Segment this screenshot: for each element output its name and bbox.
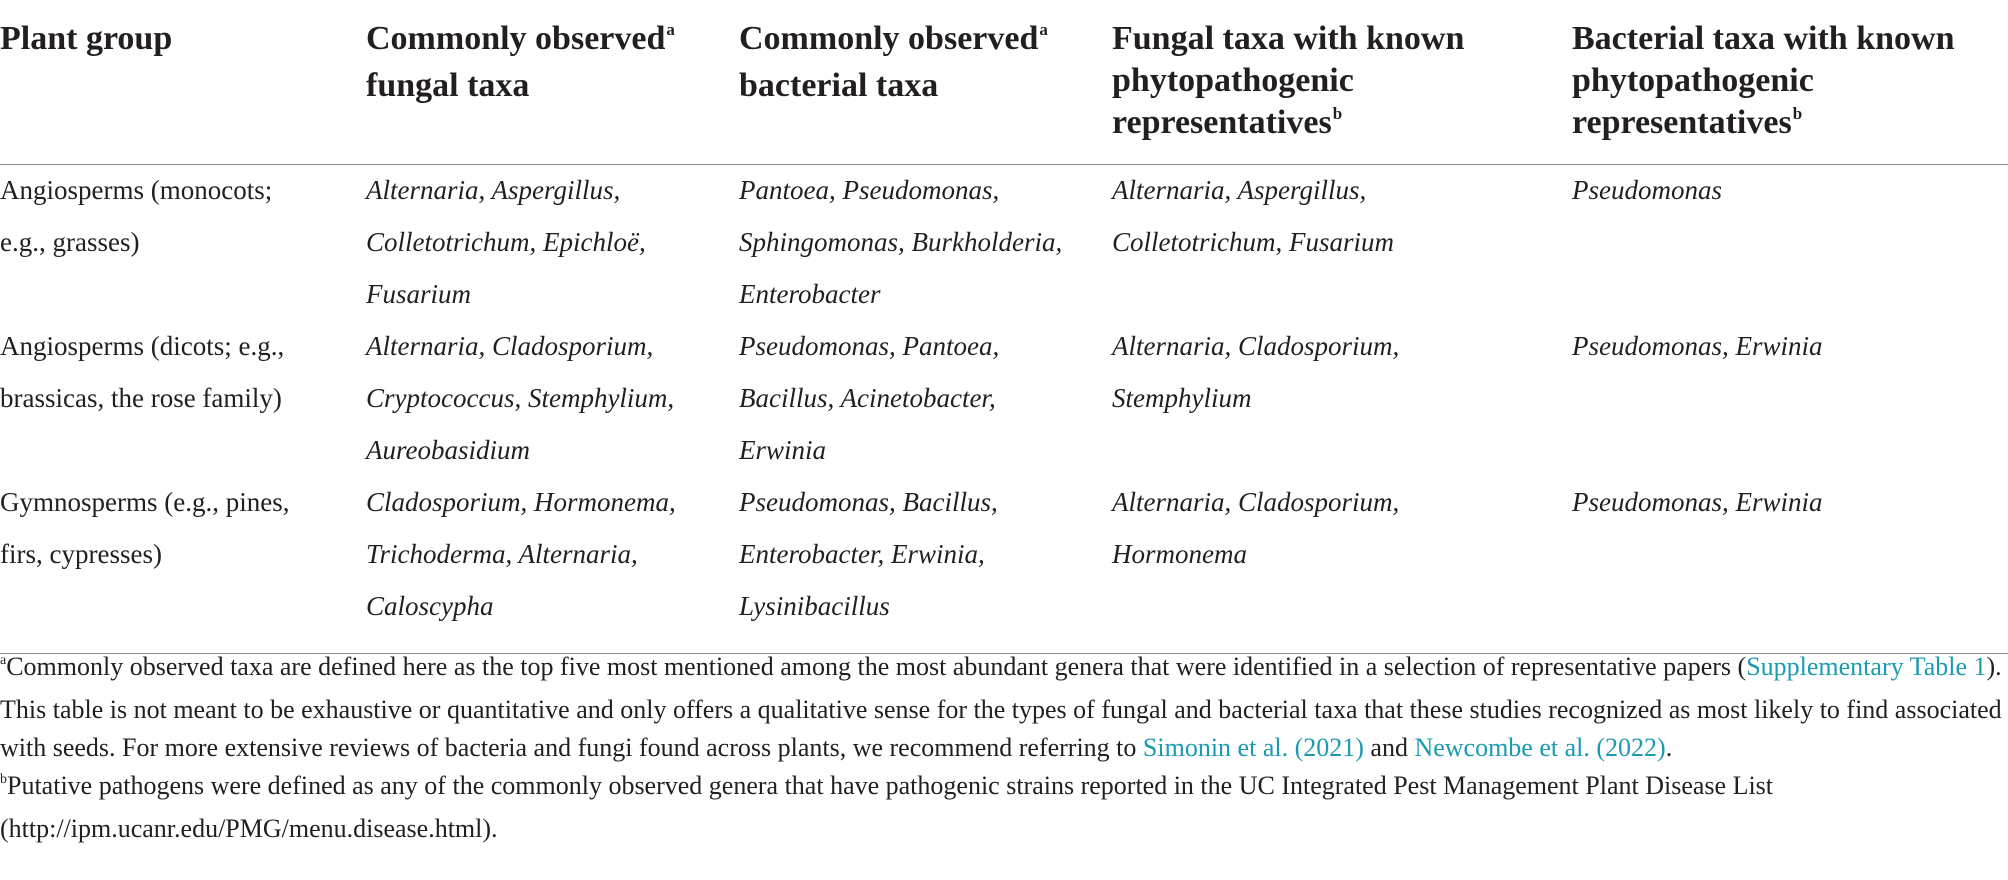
cell-line: Alternaria, Cladosporium, [366, 331, 654, 361]
header-common-fungal [366, 18, 675, 107]
header-text-line2: phytopathogenic [1112, 62, 1354, 99]
header-bacterial-pathogens [1572, 18, 1955, 149]
cell-plant-group [0, 164, 272, 268]
cell-line: Enterobacter, Erwinia, [739, 539, 985, 569]
footnote-marker: a [666, 20, 675, 39]
footnote-marker: a [0, 653, 7, 668]
footnote-marker: a [1039, 20, 1048, 39]
cell-line: Cryptococcus, Stemphylium, [366, 383, 675, 413]
cell-bacterial-pathogens [1572, 320, 1823, 372]
cell-line: Erwinia [739, 435, 827, 465]
header-common-bacterial [739, 18, 1048, 107]
cell-line: Cladosporium, Hormonema, [366, 487, 676, 517]
cell-bacterial-pathogens [1572, 164, 1722, 216]
footnote-text: ). This table is not meant to be exhaustive or quantitative and only offers a qualitative sense for the types of fungal and bacterial taxa that these studies recognized as most likely to find associated with seeds. For more extensive reviews of bacteria and fungi found across plants, we recommend referring to [0, 652, 2002, 762]
cell-line: Pantoea, Pseudomonas, [739, 175, 1000, 205]
header-text: Commonly observed [739, 20, 1039, 57]
footnote-text: . [1665, 733, 1673, 762]
header-text-line2: fungal taxa [366, 67, 530, 104]
cell-line: brassicas, the rose family) [0, 383, 282, 413]
cell-line: Bacillus, Acinetobacter, [739, 383, 996, 413]
cell-bacterial [739, 320, 999, 476]
cell-bacterial [739, 476, 998, 632]
table-footnotes [0, 648, 2006, 848]
cell-line: Pseudomonas, Bacillus, [739, 487, 998, 517]
cell-line: Angiosperms (dicots; e.g., [0, 331, 285, 361]
cell-fungal [366, 320, 674, 476]
header-text: Fungal taxa with known [1112, 20, 1465, 57]
cell-fungal [366, 164, 646, 320]
header-text-line3: representatives [1112, 104, 1332, 141]
supplementary-table-link[interactable]: Supplementary Table 1 [1746, 652, 1987, 681]
cell-fungal-pathogens [1112, 476, 1399, 580]
cell-line: Alternaria, Aspergillus, [1112, 175, 1367, 205]
cell-line: Angiosperms (monocots; [0, 175, 273, 205]
cell-line: Colletotrichum, Fusarium [1112, 227, 1394, 257]
newcombe-citation-link[interactable]: Newcombe et al. (2022) [1414, 733, 1666, 762]
footnote-marker: b [1792, 104, 1803, 123]
cell-line: Stemphylium [1112, 383, 1252, 413]
header-fungal-pathogens [1112, 18, 1464, 149]
cell-bacterial [739, 164, 1062, 320]
footnote-b [0, 767, 2006, 848]
header-text-line2: bacterial taxa [739, 67, 939, 104]
cell-line: e.g., grasses) [0, 227, 140, 257]
footnote-marker: b [0, 772, 7, 787]
cell-line: Pseudomonas, Erwinia [1572, 331, 1823, 361]
cell-line: Pseudomonas, Erwinia [1572, 487, 1823, 517]
cell-line: Pseudomonas [1572, 175, 1722, 205]
cell-line: Alternaria, Cladosporium, [1112, 331, 1400, 361]
cell-plant-group [0, 320, 284, 424]
cell-line: Alternaria, Aspergillus, [366, 175, 621, 205]
header-text: Plant group [0, 20, 173, 57]
cell-fungal-pathogens [1112, 164, 1394, 268]
footnote-text: and [1363, 733, 1415, 762]
simonin-citation-link[interactable]: Simonin et al. (2021) [1142, 733, 1364, 762]
header-text: Commonly observed [366, 20, 666, 57]
header-text: Bacterial taxa with known [1572, 20, 1955, 57]
footnote-text: Putative pathogens were defined as any of the commonly observed genera that have pathogenic strains reported in the UC Integrated Pest Management Plant Disease List (http://ipm.ucanr.edu/PMG/menu.disease.html). [0, 771, 1774, 843]
cell-line: Hormonema [1112, 539, 1247, 569]
cell-plant-group [0, 476, 289, 580]
header-text-line3: representatives [1572, 104, 1792, 141]
cell-line: Lysinibacillus [739, 591, 890, 621]
cell-line: Caloscypha [366, 591, 494, 621]
header-plant-group [0, 18, 172, 60]
footnote-marker: b [1332, 104, 1343, 123]
footnote-text: Commonly observed taxa are defined here as the top five most mentioned among the most abundant genera that were identified in a selection of representative papers ( [6, 652, 1747, 681]
cell-line: Trichoderma, Alternaria, [366, 539, 638, 569]
header-text-line2: phytopathogenic [1572, 62, 1814, 99]
footnote-a [0, 648, 2006, 767]
cell-line: Pseudomonas, Pantoea, [739, 331, 1000, 361]
cell-line: firs, cypresses) [0, 539, 162, 569]
cell-line: Enterobacter [739, 279, 881, 309]
cell-line: Alternaria, Cladosporium, [1112, 487, 1400, 517]
cell-line: Aureobasidium [366, 435, 530, 465]
cell-fungal-pathogens [1112, 320, 1399, 424]
cell-bacterial-pathogens [1572, 476, 1823, 528]
cell-line: Gymnosperms (e.g., pines, [0, 487, 290, 517]
cell-line: Fusarium [366, 279, 472, 309]
cell-fungal [366, 476, 676, 632]
cell-line: Colletotrichum, Epichloë, [366, 227, 646, 257]
cell-line: Sphingomonas, Burkholderia, [739, 227, 1063, 257]
